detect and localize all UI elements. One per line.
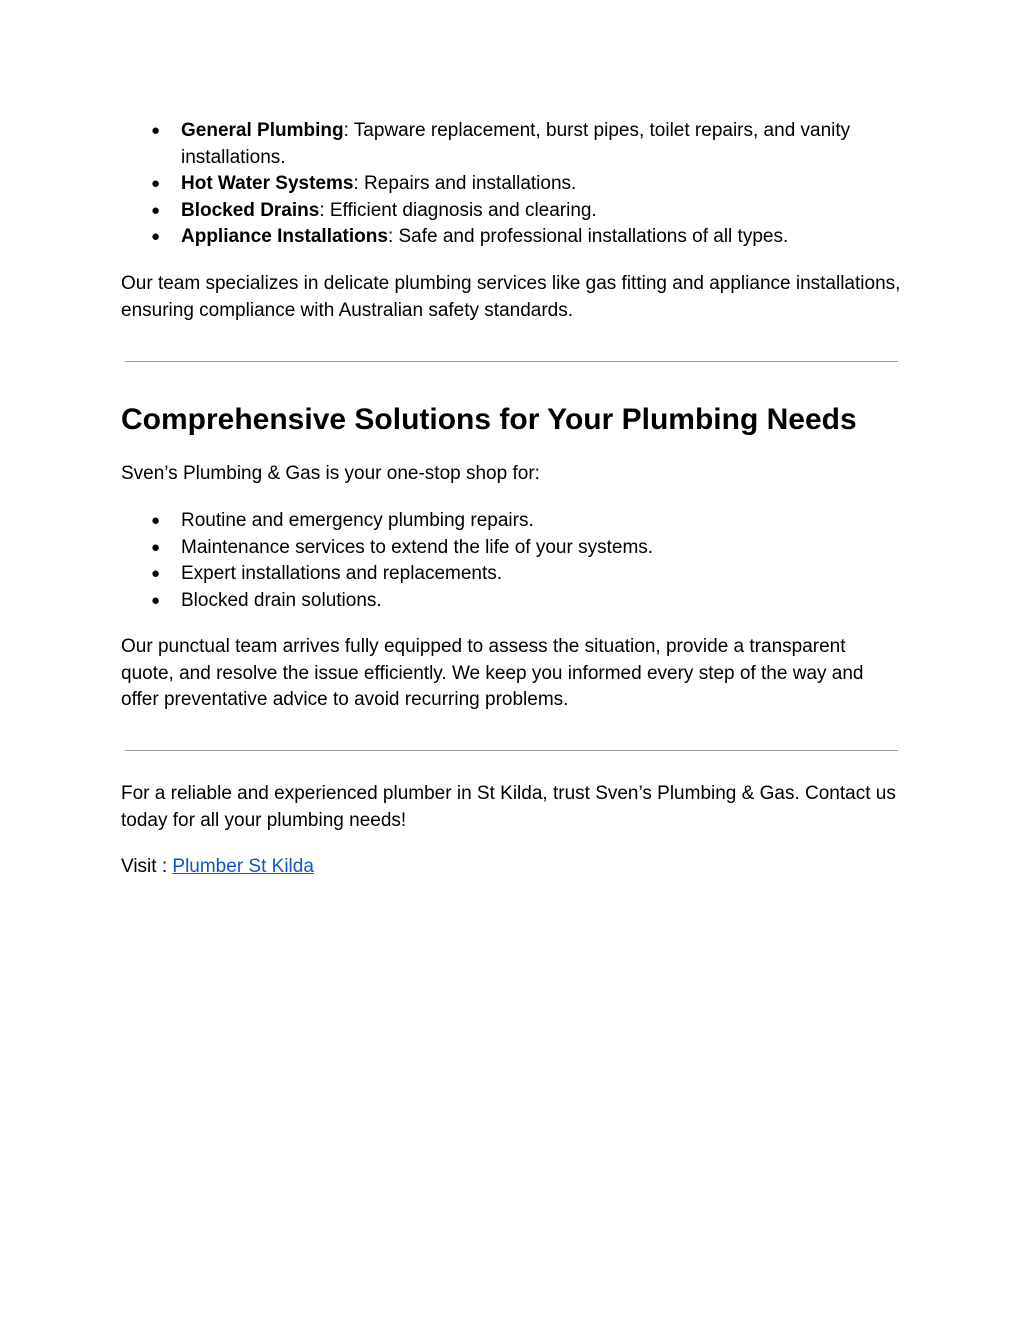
visit-label: Visit : <box>121 856 173 877</box>
team-paragraph: Our team specializes in delicate plumbing services like gas fitting and appliance installations, ensuring compliance with Australian safety standards. <box>121 273 901 321</box>
closing-block <box>121 781 901 834</box>
list-item <box>121 171 901 198</box>
solutions-section <box>121 402 901 438</box>
bullet-icon: ● <box>151 175 161 192</box>
solutions-list <box>121 508 901 614</box>
bullet-icon: ● <box>151 565 161 582</box>
service-text: : Repairs and installations. <box>353 173 577 194</box>
service-title: Blocked Drains <box>181 199 320 221</box>
bullet-icon: ● <box>151 122 161 139</box>
service-title: General Plumbing <box>181 120 344 141</box>
list-item <box>121 561 901 588</box>
service-title: Appliance Installations <box>181 226 388 247</box>
list-item-text: Expert installations and replacements. <box>181 563 503 584</box>
services-list <box>121 118 901 251</box>
service-text: : Efficient diagnosis and clearing. <box>319 199 597 221</box>
process-paragraph: Our punctual team arrives fully equipped to assess the situation, provide a transparent quote, and resolve the issue efficiently. We keep you informed every step of the way and offer preventative advice to avoid recurring problems. <box>121 636 864 710</box>
list-item <box>121 588 901 615</box>
bullet-icon: ● <box>151 228 161 245</box>
list-item <box>121 535 901 562</box>
list-item-text: Routine and emergency plumbing repairs. <box>181 510 534 531</box>
list-item <box>121 118 901 171</box>
process-block <box>121 634 901 714</box>
bullet-icon: ● <box>151 591 161 609</box>
visit-line <box>121 854 901 881</box>
intro-block <box>121 461 901 488</box>
service-text: : Tapware replacement, burst pipes, toilet repairs, and vanity installations. <box>181 120 851 168</box>
bullet-icon: ● <box>151 201 161 219</box>
horizontal-divider <box>125 750 898 751</box>
document-body <box>121 118 901 251</box>
intro-text: Sven’s Plumbing & Gas is your one-stop shop for: <box>121 463 540 484</box>
service-title: Hot Water Systems <box>181 173 354 194</box>
list-item-text: Maintenance services to extend the life of your systems. <box>181 536 654 558</box>
horizontal-divider <box>125 361 898 362</box>
list-item <box>121 224 901 251</box>
bullet-icon: ● <box>151 538 161 556</box>
solutions-list-block <box>121 508 901 614</box>
team-section <box>121 271 901 324</box>
plumber-st-kilda-link[interactable]: Plumber St Kilda <box>172 856 314 877</box>
bullet-icon: ● <box>151 512 161 529</box>
visit-block <box>121 854 901 881</box>
list-item <box>121 198 901 225</box>
list-item-text: Blocked drain solutions. <box>181 589 382 611</box>
section-heading: Comprehensive Solutions for Your Plumbing Needs <box>121 403 857 436</box>
closing-paragraph: For a reliable and experienced plumber in St Kilda, trust Sven’s Plumbing & Gas. Contact us today for all your plumbing needs! <box>121 783 896 831</box>
service-text: : Safe and professional installations of all types. <box>387 226 789 247</box>
list-item <box>121 508 901 535</box>
